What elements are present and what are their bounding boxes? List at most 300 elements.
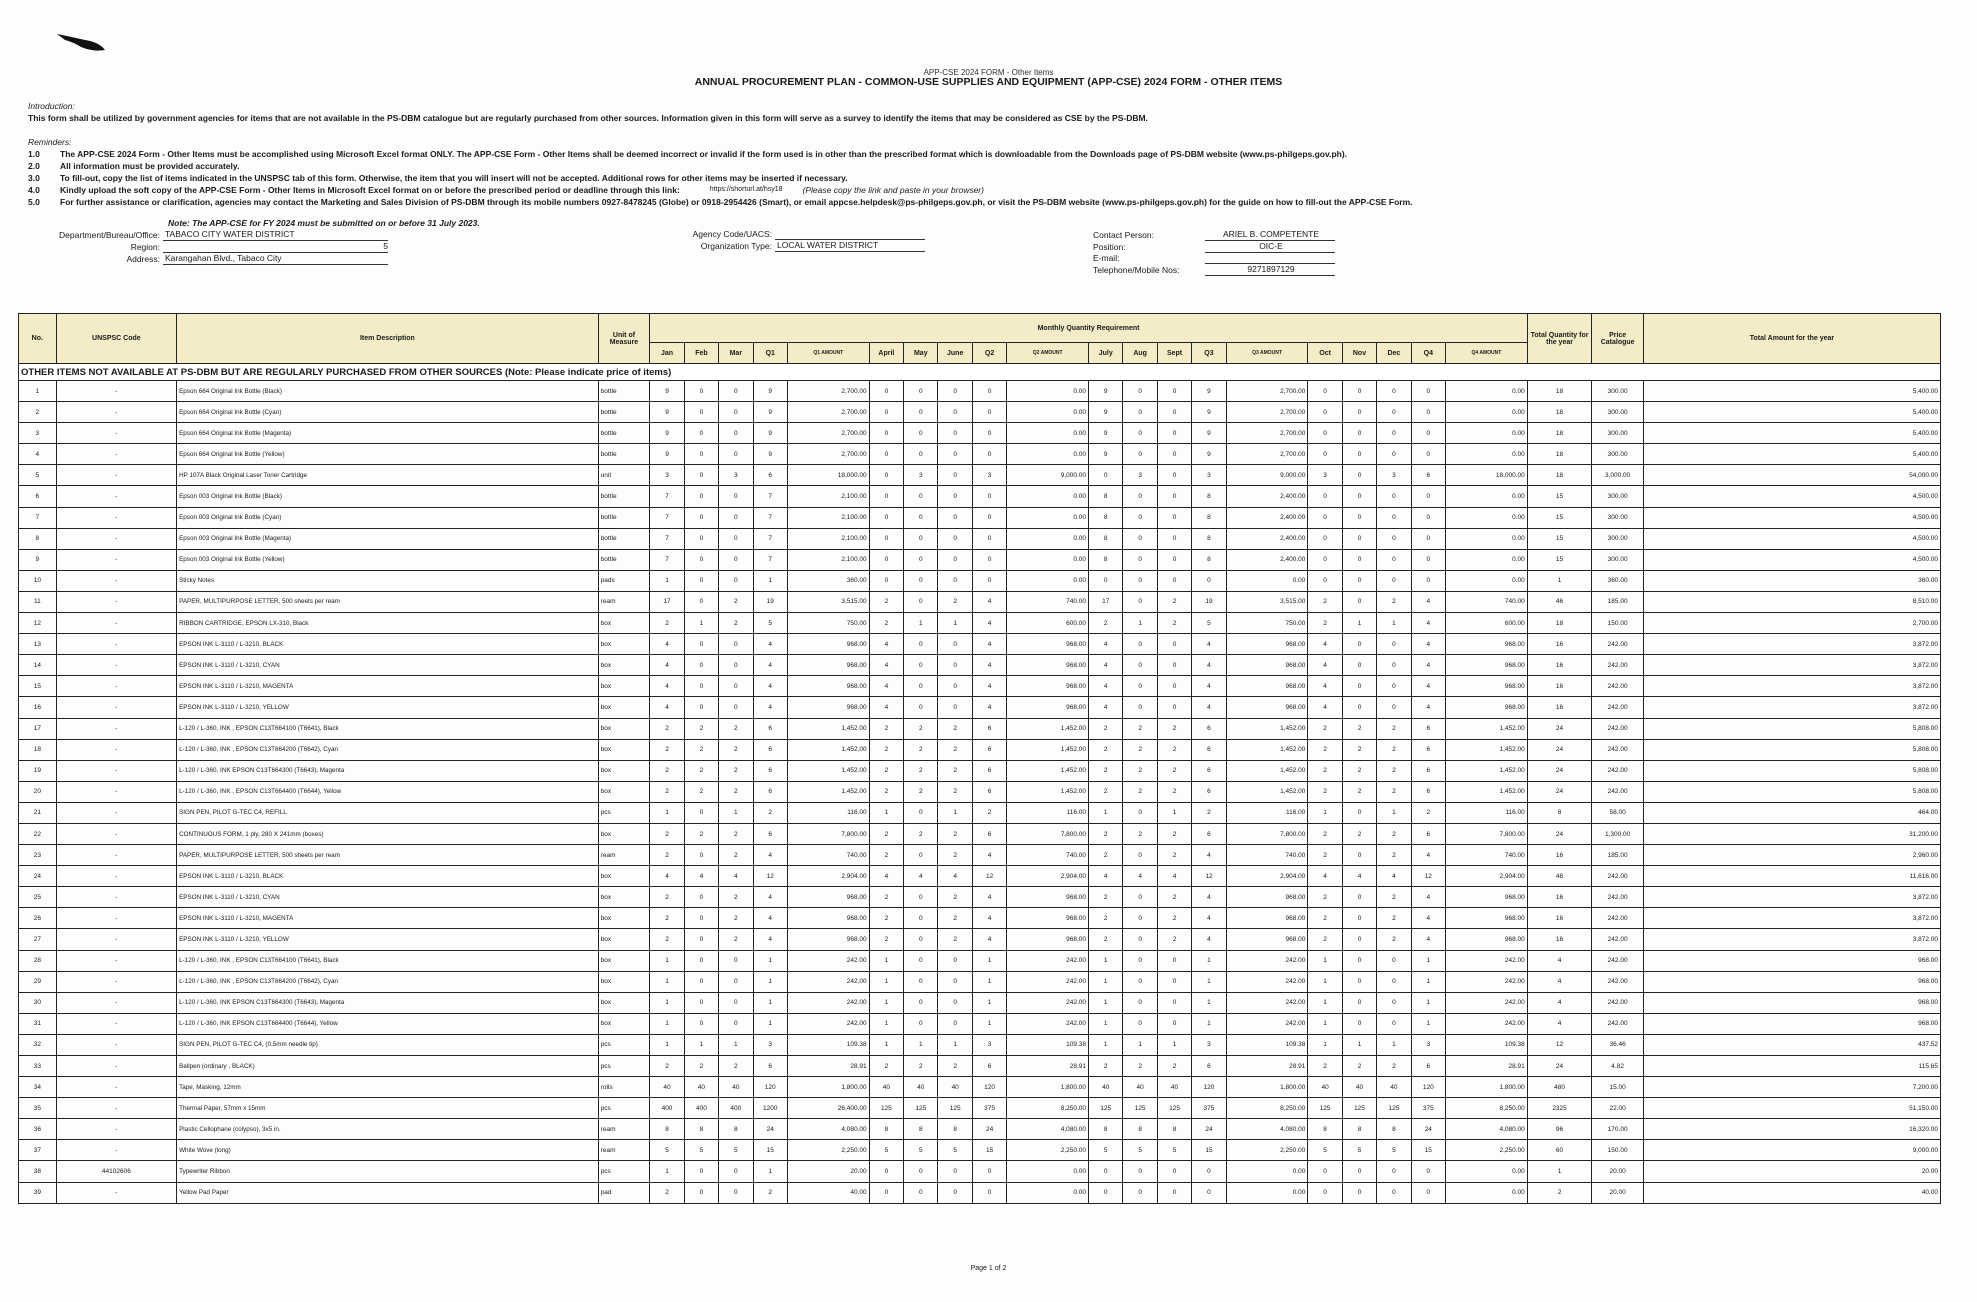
month-quantity: 1 — [1089, 1034, 1123, 1055]
quarter-amount: 740.00 — [1446, 591, 1528, 612]
quarter-amount: 1,452.00 — [1226, 739, 1308, 760]
quarter-amount: 242.00 — [787, 992, 869, 1013]
total-amount: 3,872.00 — [1643, 634, 1940, 655]
month-quantity: 0 — [1157, 486, 1191, 507]
row-number: 10 — [19, 570, 57, 591]
month-quantity: 0 — [684, 887, 718, 908]
month-quantity: 4 — [1411, 845, 1445, 866]
month-quantity: 1 — [1411, 971, 1445, 992]
row-number: 14 — [19, 655, 57, 676]
email-field[interactable] — [1205, 253, 1335, 264]
unit-of-measure: box — [598, 971, 650, 992]
month-quantity: 1 — [719, 1034, 753, 1055]
month-quantity: 0 — [684, 507, 718, 528]
upload-link[interactable]: https://shorturl.at/hsy18 — [709, 186, 783, 193]
col-header-month: Sept — [1157, 343, 1191, 364]
quarter-amount: 968.00 — [1446, 887, 1528, 908]
month-quantity: 2 — [869, 845, 903, 866]
total-amount: 115.65 — [1643, 1056, 1940, 1077]
price: 300.00 — [1592, 444, 1644, 465]
month-quantity: 5 — [1123, 1140, 1157, 1161]
month-quantity: 2 — [719, 781, 753, 802]
quarter-amount: 28.91 — [1226, 1056, 1308, 1077]
row-number: 17 — [19, 718, 57, 739]
month-quantity: 0 — [938, 528, 972, 549]
total-quantity: 46 — [1527, 591, 1592, 612]
item-description: L-120 / L-360, INK , EPSON C13T664400 (T6644), Yellow — [177, 781, 599, 802]
quarter-amount: 18,000.00 — [787, 465, 869, 486]
item-description: RIBBON CARTRIDGE, EPSON LX-310, Black — [177, 613, 599, 634]
quarter-amount: 8,250.00 — [1007, 1098, 1089, 1119]
month-quantity: 0 — [1377, 444, 1411, 465]
month-quantity: 0 — [869, 381, 903, 402]
month-quantity: 0 — [904, 423, 938, 444]
quarter-amount: 4,080.00 — [787, 1119, 869, 1140]
month-quantity: 1 — [1377, 1034, 1411, 1055]
item-description: SIGN PEN, PILOT G-TEC C4, (0.5mm needle tip) — [177, 1034, 599, 1055]
total-amount: 4,500.00 — [1643, 528, 1940, 549]
month-quantity: 0 — [1157, 549, 1191, 570]
price: 242.00 — [1592, 908, 1644, 929]
month-quantity: 0 — [684, 950, 718, 971]
month-quantity: 40 — [938, 1077, 972, 1098]
unspsc-code: - — [56, 971, 176, 992]
position-label: Position: — [1093, 242, 1126, 252]
quarter-amount: 968.00 — [1007, 908, 1089, 929]
quarter-amount: 968.00 — [1007, 676, 1089, 697]
month-quantity: 6 — [1192, 1056, 1226, 1077]
month-quantity: 4 — [753, 634, 787, 655]
quarter-amount: 28.91 — [1007, 1056, 1089, 1077]
quarter-amount: 968.00 — [1007, 634, 1089, 655]
month-quantity: 24 — [972, 1119, 1006, 1140]
month-quantity: 125 — [1123, 1098, 1157, 1119]
month-quantity: 0 — [1342, 908, 1376, 929]
month-quantity: 0 — [1157, 423, 1191, 444]
month-quantity: 0 — [1308, 1182, 1342, 1203]
month-quantity: 0 — [684, 676, 718, 697]
quarter-amount: 109.38 — [1007, 1034, 1089, 1055]
table-row — [19, 971, 1941, 992]
month-quantity: 1 — [938, 1034, 972, 1055]
total-amount: 360.00 — [1643, 570, 1940, 591]
total-amount: 5,808.00 — [1643, 781, 1940, 802]
month-quantity: 0 — [1123, 528, 1157, 549]
quarter-amount: 750.00 — [787, 613, 869, 634]
month-quantity: 0 — [684, 423, 718, 444]
month-quantity: 4 — [753, 676, 787, 697]
unspsc-code: - — [56, 781, 176, 802]
quarter-amount: 2,400.00 — [1226, 486, 1308, 507]
total-amount: 4,500.00 — [1643, 549, 1940, 570]
month-quantity: 4 — [972, 634, 1006, 655]
unit-of-measure: box — [598, 655, 650, 676]
unspsc-code: - — [56, 802, 176, 823]
price: 300.00 — [1592, 528, 1644, 549]
month-quantity: 1 — [972, 992, 1006, 1013]
month-quantity: 125 — [869, 1098, 903, 1119]
quarter-amount: 0.00 — [1446, 486, 1528, 507]
row-number: 11 — [19, 591, 57, 612]
quarter-amount: 242.00 — [1446, 971, 1528, 992]
price: 150.00 — [1592, 613, 1644, 634]
month-quantity: 1 — [1192, 992, 1226, 1013]
quarter-amount: 600.00 — [1007, 613, 1089, 634]
quarter-amount: 242.00 — [1446, 1013, 1528, 1034]
month-quantity: 6 — [1411, 1056, 1445, 1077]
price: 20.00 — [1592, 1161, 1644, 1182]
org-type-field[interactable]: LOCAL WATER DISTRICT — [775, 240, 925, 252]
month-quantity: 0 — [684, 570, 718, 591]
month-quantity: 0 — [1342, 1182, 1376, 1203]
dept-label: Department/Bureau/Office: — [59, 230, 160, 240]
quarter-amount: 1,452.00 — [787, 718, 869, 739]
month-quantity: 2 — [1157, 1056, 1191, 1077]
month-quantity: 2 — [1377, 908, 1411, 929]
month-quantity: 4 — [1411, 655, 1445, 676]
quarter-amount: 740.00 — [1007, 845, 1089, 866]
item-description: CONTINUOUS FORM, 1 ply, 280 X 241mm (boxes) — [177, 823, 599, 844]
month-quantity: 2 — [869, 823, 903, 844]
quarter-amount: 242.00 — [1446, 950, 1528, 971]
quarter-amount: 1,452.00 — [787, 760, 869, 781]
row-number: 7 — [19, 507, 57, 528]
total-amount: 7,200.00 — [1643, 1077, 1940, 1098]
quarter-amount: 1,800.00 — [1446, 1077, 1528, 1098]
quarter-amount: 0.00 — [1007, 507, 1089, 528]
quarter-amount: 0.00 — [1226, 1161, 1308, 1182]
unspsc-code: - — [56, 1182, 176, 1203]
month-quantity: 0 — [972, 486, 1006, 507]
month-quantity: 6 — [753, 718, 787, 739]
month-quantity: 2 — [904, 823, 938, 844]
position-field[interactable]: OIC-E — [1205, 241, 1335, 253]
unspsc-code: - — [56, 655, 176, 676]
month-quantity: 0 — [1342, 887, 1376, 908]
total-amount: 9,000.00 — [1643, 1140, 1940, 1161]
month-quantity: 2 — [938, 823, 972, 844]
month-quantity: 40 — [1342, 1077, 1376, 1098]
table-row — [19, 549, 1941, 570]
quarter-amount: 968.00 — [1007, 929, 1089, 950]
month-quantity: 0 — [1342, 570, 1376, 591]
month-quantity: 0 — [938, 697, 972, 718]
month-quantity: 6 — [1411, 823, 1445, 844]
total-amount: 4,500.00 — [1643, 507, 1940, 528]
month-quantity: 2 — [1342, 739, 1376, 760]
row-number: 24 — [19, 866, 57, 887]
item-description: Typewriter Ribbon — [177, 1161, 599, 1182]
month-quantity: 0 — [1089, 570, 1123, 591]
month-quantity: 0 — [1411, 381, 1445, 402]
table-row — [19, 655, 1941, 676]
month-quantity: 1 — [1377, 613, 1411, 634]
month-quantity: 4 — [1411, 676, 1445, 697]
month-quantity: 19 — [753, 591, 787, 612]
quarter-amount: 18,000.00 — [1446, 465, 1528, 486]
col-header-month: July — [1089, 343, 1123, 364]
month-quantity: 0 — [938, 1013, 972, 1034]
month-quantity: 2 — [904, 739, 938, 760]
unit-of-measure: bottle — [598, 444, 650, 465]
quarter-amount: 7,800.00 — [1446, 823, 1528, 844]
month-quantity: 0 — [1157, 950, 1191, 971]
month-quantity: 2 — [869, 908, 903, 929]
quarter-amount: 968.00 — [787, 887, 869, 908]
total-quantity: 18 — [1527, 402, 1592, 423]
unspsc-code: - — [56, 528, 176, 549]
quarter-amount: 1,800.00 — [1007, 1077, 1089, 1098]
page-title: ANNUAL PROCUREMENT PLAN - COMMON-USE SUPPLIES AND EQUIPMENT (APP-CSE) 2024 FORM - OTHER ITEMS — [694, 76, 1283, 88]
total-amount: 51,150.00 — [1643, 1098, 1940, 1119]
month-quantity: 0 — [1377, 486, 1411, 507]
month-quantity: 7 — [650, 507, 684, 528]
month-quantity: 1 — [1089, 1013, 1123, 1034]
month-quantity: 1 — [1342, 1034, 1376, 1055]
quarter-amount: 2,904.00 — [787, 866, 869, 887]
month-quantity: 0 — [719, 1182, 753, 1203]
month-quantity: 0 — [938, 549, 972, 570]
col-header-month: Aug — [1123, 343, 1157, 364]
table-row — [19, 591, 1941, 612]
unspsc-code: - — [56, 444, 176, 465]
month-quantity: 0 — [719, 1161, 753, 1182]
table-row — [19, 613, 1941, 634]
reminder-item — [28, 184, 1928, 196]
month-quantity: 0 — [869, 507, 903, 528]
unspsc-code: - — [56, 823, 176, 844]
month-quantity: 9 — [753, 381, 787, 402]
item-description: Thermal Paper, 57mm x 15mm — [177, 1098, 599, 1119]
total-quantity: 16 — [1527, 634, 1592, 655]
phone-label: Telephone/Mobile Nos: — [1093, 265, 1180, 275]
month-quantity: 2 — [719, 929, 753, 950]
month-quantity: 1 — [1123, 1034, 1157, 1055]
price: 15.00 — [1592, 1077, 1644, 1098]
row-number: 1 — [19, 381, 57, 402]
unit-of-measure: box — [598, 760, 650, 781]
month-quantity: 0 — [1308, 444, 1342, 465]
month-quantity: 8 — [1089, 486, 1123, 507]
quarter-amount: 0.00 — [1007, 1182, 1089, 1203]
month-quantity: 5 — [869, 1140, 903, 1161]
month-quantity: 0 — [1157, 402, 1191, 423]
address-field[interactable]: Karangahan Blvd., Tabaco City — [163, 253, 388, 265]
price: 242.00 — [1592, 887, 1644, 908]
month-quantity: 1 — [1308, 1034, 1342, 1055]
row-number: 8 — [19, 528, 57, 549]
agency-code-field[interactable] — [775, 229, 925, 240]
total-amount: 5,400.00 — [1643, 402, 1940, 423]
month-quantity: 0 — [719, 381, 753, 402]
item-description: L-120 / L-360, INK EPSON C13T664300 (T6643), Magenta — [177, 760, 599, 781]
total-amount: 11,616.00 — [1643, 866, 1940, 887]
month-quantity: 40 — [904, 1077, 938, 1098]
month-quantity: 8 — [1342, 1119, 1376, 1140]
month-quantity: 8 — [1192, 486, 1226, 507]
month-quantity: 4 — [1089, 697, 1123, 718]
col-header-monthly: Monthly Quantity Requirement — [650, 314, 1527, 343]
table-row — [19, 676, 1941, 697]
total-amount: 5,808.00 — [1643, 739, 1940, 760]
month-quantity: 0 — [1157, 507, 1191, 528]
reminder-item — [28, 196, 1928, 208]
unit-of-measure: ream — [598, 591, 650, 612]
month-quantity: 3 — [1123, 465, 1157, 486]
price: 242.00 — [1592, 739, 1644, 760]
item-description: Tape, Masking, 12mm — [177, 1077, 599, 1098]
total-amount: 968.00 — [1643, 992, 1940, 1013]
month-quantity: 0 — [938, 676, 972, 697]
contact-field[interactable]: ARIEL B. COMPETENTE — [1205, 229, 1335, 241]
month-quantity: 2 — [938, 781, 972, 802]
month-quantity: 6 — [972, 823, 1006, 844]
month-quantity: 40 — [1123, 1077, 1157, 1098]
row-number: 39 — [19, 1182, 57, 1203]
unspsc-code: - — [56, 866, 176, 887]
price: 36.46 — [1592, 1034, 1644, 1055]
month-quantity: 0 — [1411, 1161, 1445, 1182]
month-quantity: 0 — [1377, 676, 1411, 697]
month-quantity: 2 — [1157, 845, 1191, 866]
item-description: Yellow Pad Paper — [177, 1182, 599, 1203]
quarter-amount: 7,800.00 — [787, 823, 869, 844]
row-number: 20 — [19, 781, 57, 802]
month-quantity: 24 — [753, 1119, 787, 1140]
reminder-number: 4.0 — [28, 185, 40, 195]
month-quantity: 9 — [650, 423, 684, 444]
row-number: 13 — [19, 634, 57, 655]
unspsc-code: - — [56, 570, 176, 591]
month-quantity: 4 — [1089, 655, 1123, 676]
month-quantity: 0 — [684, 402, 718, 423]
reminder-item — [28, 160, 1928, 172]
month-quantity: 400 — [684, 1098, 718, 1119]
unspsc-code: - — [56, 634, 176, 655]
unit-of-measure: ream — [598, 845, 650, 866]
month-quantity: 6 — [1411, 739, 1445, 760]
month-quantity: 15 — [1192, 1140, 1226, 1161]
unit-of-measure: bottle — [598, 507, 650, 528]
table-row — [19, 634, 1941, 655]
quarter-amount: 968.00 — [1007, 887, 1089, 908]
month-quantity: 2 — [719, 845, 753, 866]
month-quantity: 5 — [938, 1140, 972, 1161]
table-row — [19, 423, 1941, 444]
month-quantity: 4 — [753, 908, 787, 929]
row-number: 38 — [19, 1161, 57, 1182]
row-number: 27 — [19, 929, 57, 950]
total-quantity: 16 — [1527, 697, 1592, 718]
month-quantity: 0 — [1377, 1161, 1411, 1182]
month-quantity: 4 — [1411, 634, 1445, 655]
dept-field[interactable]: TABACO CITY WATER DISTRICT — [163, 229, 388, 241]
unit-of-measure: box — [598, 823, 650, 844]
month-quantity: 2 — [650, 760, 684, 781]
row-number: 37 — [19, 1140, 57, 1161]
month-quantity: 0 — [684, 992, 718, 1013]
phone-field[interactable]: 9271897129 — [1205, 264, 1335, 276]
unit-of-measure: pcs — [598, 1098, 650, 1119]
unspsc-code: - — [56, 486, 176, 507]
month-quantity: 0 — [869, 444, 903, 465]
price: 242.00 — [1592, 655, 1644, 676]
month-quantity: 4 — [1192, 634, 1226, 655]
month-quantity: 0 — [1157, 381, 1191, 402]
month-quantity: 0 — [684, 486, 718, 507]
quarter-amount: 242.00 — [1226, 950, 1308, 971]
month-quantity: 1 — [1192, 1013, 1226, 1034]
col-header-month: Q1 — [753, 343, 787, 364]
month-quantity: 8 — [684, 1119, 718, 1140]
total-quantity: 4 — [1527, 971, 1592, 992]
table-row — [19, 1077, 1941, 1098]
col-header-month: Q1 AMOUNT — [787, 343, 869, 364]
price: 242.00 — [1592, 781, 1644, 802]
month-quantity: 4 — [869, 634, 903, 655]
total-quantity: 15 — [1527, 528, 1592, 549]
month-quantity: 4 — [753, 697, 787, 718]
row-number: 35 — [19, 1098, 57, 1119]
month-quantity: 0 — [869, 549, 903, 570]
month-quantity: 0 — [904, 402, 938, 423]
month-quantity: 0 — [938, 507, 972, 528]
month-quantity: 0 — [1123, 655, 1157, 676]
price: 4.82 — [1592, 1056, 1644, 1077]
month-quantity: 0 — [1123, 402, 1157, 423]
month-quantity: 12 — [753, 866, 787, 887]
month-quantity: 2 — [1377, 718, 1411, 739]
month-quantity: 0 — [938, 1182, 972, 1203]
month-quantity: 2 — [1308, 781, 1342, 802]
table-row — [19, 697, 1941, 718]
unit-of-measure: bottle — [598, 528, 650, 549]
month-quantity: 1 — [1089, 802, 1123, 823]
month-quantity: 0 — [1377, 1182, 1411, 1203]
month-quantity: 2 — [650, 1056, 684, 1077]
quarter-amount: 0.00 — [1446, 444, 1528, 465]
col-header-month: June — [938, 343, 972, 364]
month-quantity: 2 — [1089, 718, 1123, 739]
unspsc-code: - — [56, 887, 176, 908]
month-quantity: 0 — [972, 549, 1006, 570]
item-description: Epson 664 Original Ink Bottle (Magenta) — [177, 423, 599, 444]
quarter-amount: 968.00 — [787, 697, 869, 718]
month-quantity: 8 — [719, 1119, 753, 1140]
unit-of-measure: box — [598, 739, 650, 760]
total-quantity: 12 — [1527, 1034, 1592, 1055]
quarter-amount: 4,080.00 — [1226, 1119, 1308, 1140]
month-quantity: 7 — [753, 507, 787, 528]
table-row — [19, 718, 1941, 739]
row-number: 31 — [19, 1013, 57, 1034]
month-quantity: 0 — [904, 507, 938, 528]
month-quantity: 0 — [972, 402, 1006, 423]
region-field[interactable]: 5 — [163, 241, 388, 253]
month-quantity: 4 — [972, 908, 1006, 929]
item-description: HP 107A Black Original Laser Toner Cartridge — [177, 465, 599, 486]
quarter-amount: 2,700.00 — [787, 444, 869, 465]
month-quantity: 375 — [972, 1098, 1006, 1119]
month-quantity: 2 — [938, 908, 972, 929]
table-row — [19, 528, 1941, 549]
unit-of-measure: box — [598, 887, 650, 908]
month-quantity: 125 — [1089, 1098, 1123, 1119]
month-quantity: 2 — [938, 929, 972, 950]
item-description: L-120 / L-360, INK , EPSON C13T664100 (T6641), Black — [177, 950, 599, 971]
month-quantity: 4 — [1308, 655, 1342, 676]
quarter-amount: 20.00 — [787, 1161, 869, 1182]
